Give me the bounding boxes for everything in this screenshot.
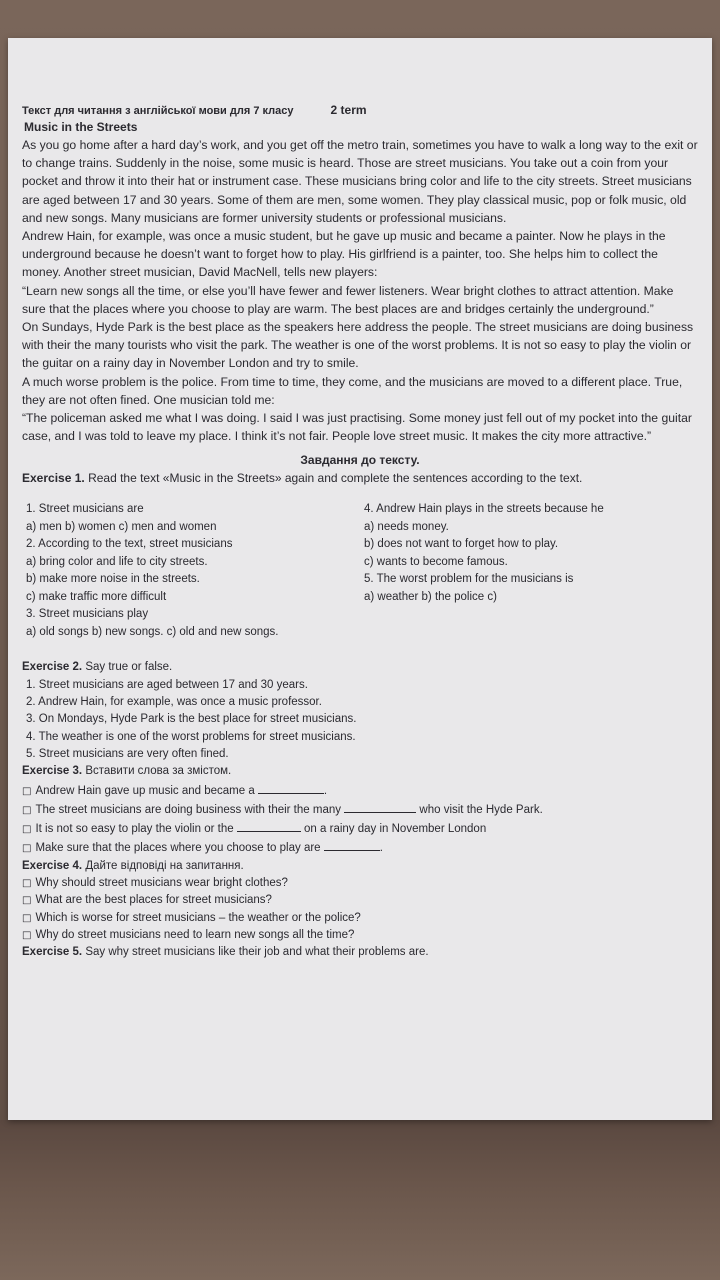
checkbox-bullet-icon: □ xyxy=(22,824,32,836)
exercise-3 xyxy=(22,763,698,857)
text-title: Music in the Streets xyxy=(24,120,138,134)
exercise-3-instruction: Вставити слова за змістом. xyxy=(85,765,232,778)
option-line: b) make more noise in the streets. xyxy=(26,573,200,586)
question-item xyxy=(22,927,698,944)
worksheet-content xyxy=(22,102,698,962)
gap-text-after: . xyxy=(379,842,383,855)
exercise-3-label: Exercise 3. xyxy=(22,765,83,778)
question-item xyxy=(22,875,698,892)
gap-text-before: Andrew Hain gave up music and became a xyxy=(35,784,255,797)
statement-item: 3. On Mondays, Hyde Park is the best place for street musicians. xyxy=(26,713,357,726)
header-term: 2 term xyxy=(330,103,367,117)
table-edge xyxy=(0,1120,720,1280)
option-line: b) does not want to forget how to play. xyxy=(364,538,559,551)
header-subject: Текст для читання з англійської мови для 7 класу xyxy=(22,105,294,117)
document-header xyxy=(22,102,698,119)
gap-fill-item xyxy=(22,800,698,819)
gap-text-after: . xyxy=(323,784,328,797)
gap-text-after: who visit the Hyde Park. xyxy=(419,803,543,816)
worksheet-page xyxy=(8,38,712,1120)
gap-fill-item xyxy=(22,838,698,857)
paragraph: Andrew Hain, for example, was once a music student, but he gave up music and became a painter. Now he plays in the underground because he doesn’t want to forget how to play. His girlfriend is a painter, too. She helps him to collect the money. Another street musician, David MacNell, tells new players: xyxy=(22,229,666,280)
checkbox-bullet-icon: □ xyxy=(22,912,32,924)
exercise-2-heading xyxy=(22,659,698,676)
question-line: 2. According to the text, street musicians xyxy=(26,538,233,551)
blank-line xyxy=(324,838,380,851)
exercise-1-heading xyxy=(22,469,698,487)
statement-item: 4. The weather is one of the worst problems for street musicians. xyxy=(26,730,356,743)
statement-item: 2. Andrew Hain, for example, was once a music professor. xyxy=(26,696,322,709)
option-line: a) men b) women c) men and women xyxy=(26,520,217,533)
exercise-1-instruction: Read the text «Music in the Streets» again and complete the sentences according to the text. xyxy=(88,471,583,486)
exercise-2 xyxy=(22,659,698,763)
option-line: a) weather b) the police c) xyxy=(364,590,497,603)
question-line: 1. Street musicians are xyxy=(26,503,144,516)
gap-fill-item xyxy=(22,781,698,800)
checkbox-bullet-icon: □ xyxy=(22,785,32,797)
exercise-5 xyxy=(22,944,698,961)
checkbox-bullet-icon: □ xyxy=(22,895,32,907)
question-line: 4. Andrew Hain plays in the streets because he xyxy=(364,503,604,516)
question-text: Which is worse for street musicians – the weather or the police? xyxy=(35,911,361,924)
statement-item: 1. Street musicians are aged between 17 and 30 years. xyxy=(26,678,308,691)
question-text: Why do street musicians need to learn new songs all the time? xyxy=(35,928,355,941)
option-line: c) make traffic more difficult xyxy=(26,590,167,603)
quote-paragraph: “Learn new songs all the time, or else you’ll have fewer and fewer listeners. Wear bright clothes to attract attention. Make sure that the places where you choose to play are warm. The best places are and bridges certainly the underground.” xyxy=(22,283,674,316)
checkbox-bullet-icon: □ xyxy=(22,843,32,855)
exercise-4-heading xyxy=(22,858,698,875)
gap-text-before: The street musicians are doing business with their the many xyxy=(35,803,341,816)
option-line: a) needs money. xyxy=(364,520,449,533)
tasks-heading: Завдання до тексту. xyxy=(300,453,420,468)
gap-fill-item xyxy=(22,819,698,838)
gap-text-before: It is not so easy to play the violin or the xyxy=(35,823,234,836)
quote-paragraph: “The policeman asked me what I was doing. I said I was just practising. Some money just fell out of my pocket into the guitar case, and I was told to leave my place. I think it’s not fair. People love street music. It makes the city more attractive.” xyxy=(22,411,692,444)
option-line: a) old songs b) new songs. c) old and new songs. xyxy=(26,625,279,638)
paragraph: As you go home after a hard day’s work, and you get off the metro train, sometimes you have to walk a long way to the exit or to change trains. Suddenly in the noise, some music is heard. Those are street musicians. You take out a coin from your pocket and throw it into their hat or instrument case. These musicians bring color and life to the city streets. Street musicians are aged between 17 and 30 years. Some of them are men, some women. They play classical music, pop or folk music, old and new songs. Many musicians are former university students or professional musicians. xyxy=(22,138,698,225)
exercise-2-instruction: Say true or false. xyxy=(85,661,173,674)
blank-line xyxy=(344,800,416,813)
question-item xyxy=(22,892,698,909)
exercise-4-label: Exercise 4. xyxy=(22,859,83,872)
exercise-3-heading xyxy=(22,763,698,780)
paragraph: On Sundays, Hyde Park is the best place as the speakers here address the people. The street musicians are doing business with their the many tourists who visit the park. The weather is one of the worst problems. It is not so easy to play the violin or the guitar on a rainy day in November London and try to smile. xyxy=(22,320,694,371)
checkbox-bullet-icon: □ xyxy=(22,878,32,890)
option-line: a) bring color and life to city streets. xyxy=(26,555,208,568)
gap-text-after: on a rainy day in November London xyxy=(304,823,487,836)
option-line: c) wants to become famous. xyxy=(364,555,508,568)
exercise-1-left-column xyxy=(22,501,360,641)
question-text: What are the best places for street musicians? xyxy=(35,894,272,907)
question-text: Why should street musicians wear bright clothes? xyxy=(35,877,288,890)
paragraph: A much worse problem is the police. From time to time, they come, and the musicians are moved to a different place. True, they are not often fined. One musician told me: xyxy=(22,374,683,407)
exercise-4 xyxy=(22,858,698,944)
exercise-4-instruction: Дайте відповіді на запитання. xyxy=(85,859,244,872)
question-item xyxy=(22,910,698,927)
checkbox-bullet-icon: □ xyxy=(22,804,32,816)
exercise-1-questions xyxy=(22,501,698,641)
exercise-5-instruction: Say why street musicians like their job and what their problems are. xyxy=(85,946,429,959)
gap-text-before: Make sure that the places where you choose to play are xyxy=(35,842,321,855)
statement-item: 5. Street musicians are very often fined. xyxy=(26,747,229,760)
exercise-2-label: Exercise 2. xyxy=(22,661,83,674)
exercise-1-right-column xyxy=(360,501,698,641)
question-line: 5. The worst problem for the musicians is xyxy=(364,573,574,586)
blank-line xyxy=(237,819,301,832)
exercise-5-label: Exercise 5. xyxy=(22,946,83,959)
blank-line xyxy=(258,781,324,794)
exercise-1-label: Exercise 1. xyxy=(22,471,85,486)
question-line: 3. Street musicians play xyxy=(26,608,149,621)
checkbox-bullet-icon: □ xyxy=(22,929,32,941)
